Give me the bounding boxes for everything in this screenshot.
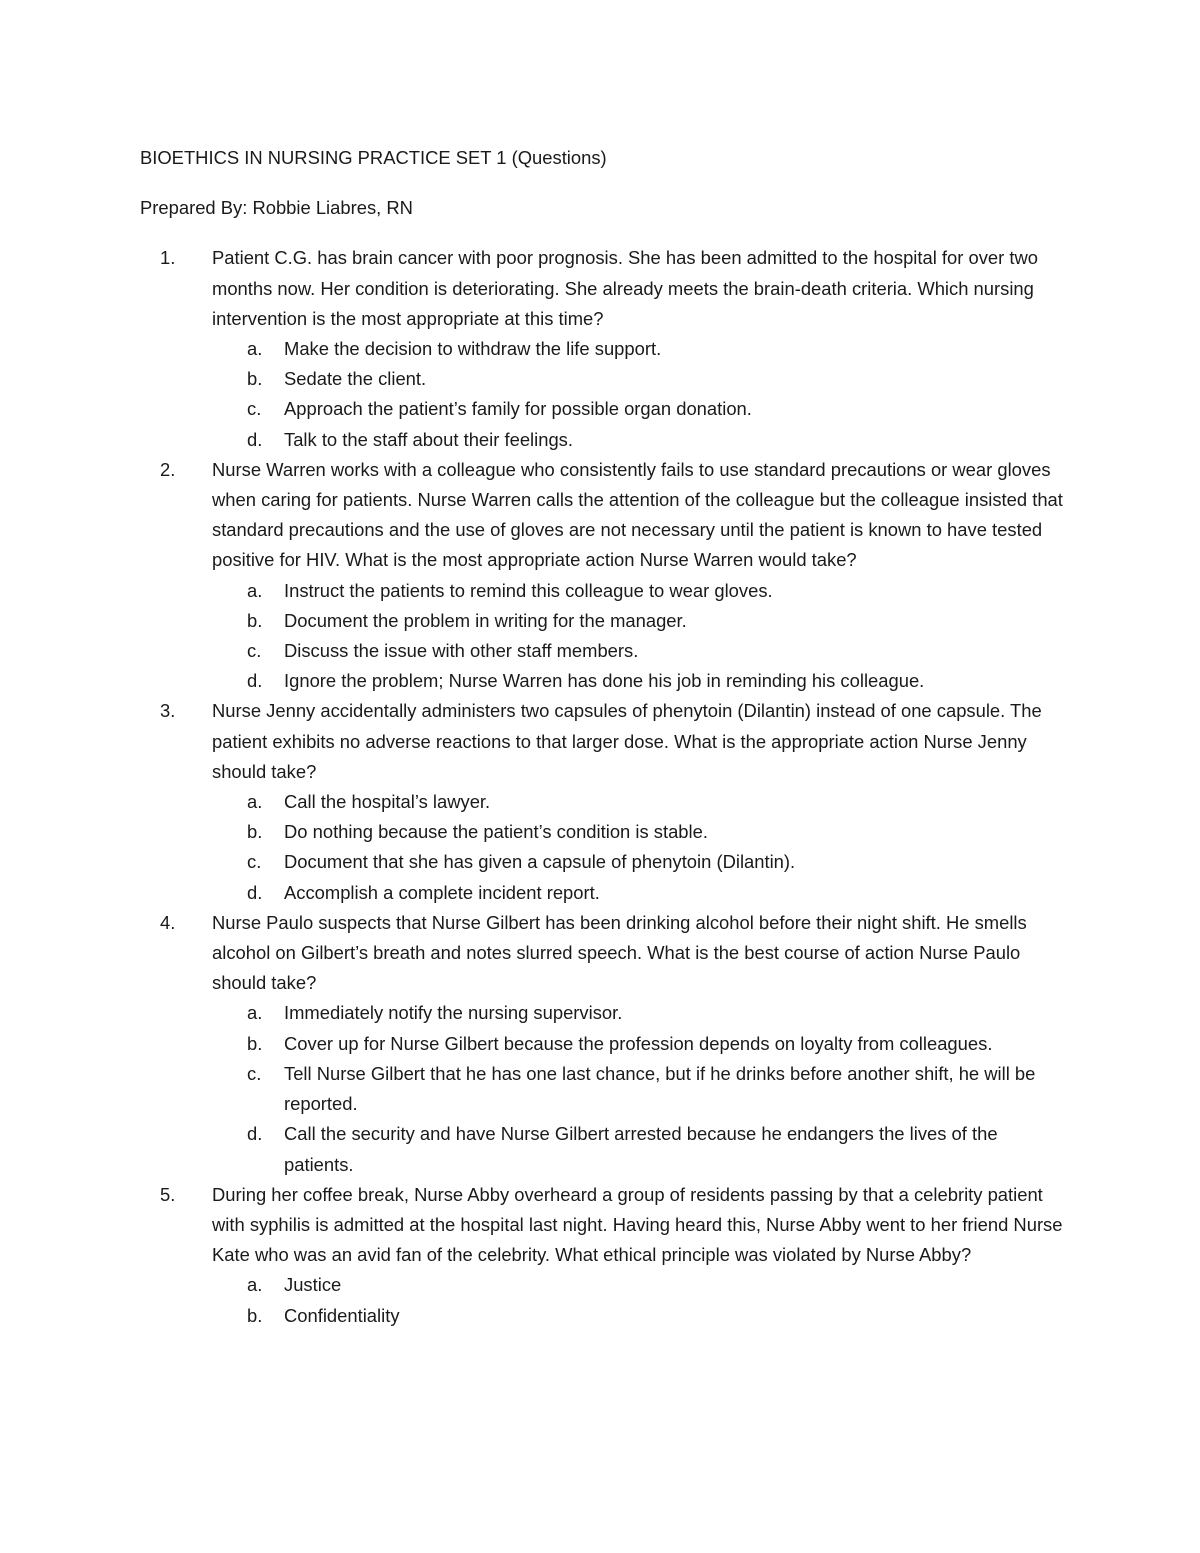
option-text: Tell Nurse Gilbert that he has one last chance, but if he drinks before another shift, he will be reported. (284, 1062, 1036, 1115)
option-item (212, 1059, 1070, 1119)
option-item (212, 666, 1070, 696)
option-list (212, 787, 1070, 908)
option-letter: a. (247, 1274, 263, 1296)
option-item (212, 394, 1070, 424)
option-item (212, 636, 1070, 666)
option-text: Call the security and have Nurse Gilbert arrested because he endangers the lives of the patients. (284, 1123, 998, 1175)
option-letter: d. (247, 1123, 263, 1145)
document-title: BIOETHICS IN NURSING PRACTICE SET 1 (Questions) (140, 147, 607, 168)
option-text: Cover up for Nurse Gilbert because the profession depends on loyalty from colleagues. (284, 1032, 993, 1054)
option-letter: d. (247, 881, 263, 903)
question-text: Nurse Warren works with a colleague who consistently fails to use standard precautions or wear gloves when caring for patients. Nurse Warren calls the attention of the colleague but the colleague insisted that standard precautions and the use of gloves are not necessary until the patient is known to have tested positive for HIV. What is the most appropriate action Nurse Warren would take? (212, 458, 1063, 571)
question-item (140, 243, 1070, 454)
option-text: Make the decision to withdraw the life support. (284, 338, 662, 360)
document-author: Prepared By: Robbie Liabres, RN (140, 197, 413, 219)
option-text: Approach the patient’s family for possible organ donation. (284, 398, 752, 420)
option-text: Confidentiality (284, 1304, 400, 1326)
option-list (212, 576, 1070, 697)
question-text: Patient C.G. has brain cancer with poor prognosis. She has been admitted to the hospital for over two months now. Her condition is deteriorating. She already meets the brain-death criteria. Which nursing intervention is the most appropriate at this time? (212, 247, 1038, 329)
option-text: Document the problem in writing for the manager. (284, 609, 687, 631)
option-letter: c. (247, 640, 262, 662)
question-list (140, 243, 1070, 1330)
option-list (212, 334, 1070, 455)
option-letter: a. (247, 791, 263, 813)
option-letter: a. (247, 1002, 263, 1024)
document-body (140, 143, 1070, 1331)
option-letter: a. (247, 338, 263, 360)
option-item (212, 787, 1070, 817)
option-item (212, 334, 1070, 364)
option-item (212, 576, 1070, 606)
option-text: Discuss the issue with other staff members. (284, 640, 639, 662)
option-letter: c. (247, 398, 262, 420)
option-text: Ignore the problem; Nurse Warren has done his job in reminding his colleague. (284, 670, 925, 692)
option-text: Instruct the patients to remind this colleague to wear gloves. (284, 579, 773, 601)
option-text: Justice (284, 1274, 342, 1296)
question-number: 5. (160, 1183, 176, 1205)
option-text: Accomplish a complete incident report. (284, 881, 600, 903)
option-letter: b. (247, 821, 263, 843)
option-letter: a. (247, 579, 263, 601)
option-letter: c. (247, 851, 262, 873)
option-list (212, 1270, 1070, 1330)
option-item (212, 847, 1070, 877)
option-item (212, 425, 1070, 455)
option-item (212, 606, 1070, 636)
option-letter: c. (247, 1062, 262, 1084)
question-item (140, 455, 1070, 697)
option-letter: d. (247, 670, 263, 692)
option-item (212, 878, 1070, 908)
option-item (212, 1270, 1070, 1300)
question-number: 4. (160, 911, 176, 933)
question-item (140, 1180, 1070, 1331)
option-item (212, 1119, 1070, 1179)
option-item (212, 364, 1070, 394)
question-text: Nurse Jenny accidentally administers two capsules of phenytoin (Dilantin) instead of one capsule. The patient exhibits no adverse reactions to that larger dose. What is the appropriate action Nurse Jenny should take? (212, 700, 1042, 782)
option-item (212, 1029, 1070, 1059)
option-item (212, 998, 1070, 1028)
question-text: Nurse Paulo suspects that Nurse Gilbert has been drinking alcohol before their night shift. He smells alcohol on Gilbert’s breath and notes slurred speech. What is the best course of action Nurse Paulo should take? (212, 911, 1027, 994)
question-item (140, 908, 1070, 1180)
question-text: During her coffee break, Nurse Abby overheard a group of residents passing by that a celebrity patient with syphilis is admitted at the hospital last night. Having heard this, Nurse Abby went to her friend Nurse Kate who was an avid fan of the celebrity. What ethical principle was violated by Nurse Abby? (212, 1183, 1063, 1266)
option-list (212, 998, 1070, 1179)
option-letter: d. (247, 428, 263, 450)
option-text: Do nothing because the patient’s condition is stable. (284, 821, 708, 843)
option-text: Document that she has given a capsule of phenytoin (Dilantin). (284, 851, 796, 873)
question-number: 2. (160, 458, 176, 480)
option-letter: b. (247, 1032, 263, 1054)
question-number: 3. (160, 700, 176, 722)
option-text: Immediately notify the nursing supervisor. (284, 1002, 623, 1024)
question-number: 1. (160, 247, 176, 269)
option-item (212, 1301, 1070, 1331)
option-letter: b. (247, 368, 263, 390)
option-text: Talk to the staff about their feelings. (284, 428, 573, 450)
option-text: Sedate the client. (284, 368, 427, 390)
option-letter: b. (247, 609, 263, 631)
option-item (212, 817, 1070, 847)
question-item (140, 696, 1070, 907)
option-text: Call the hospital’s lawyer. (284, 791, 491, 813)
option-letter: b. (247, 1304, 263, 1326)
